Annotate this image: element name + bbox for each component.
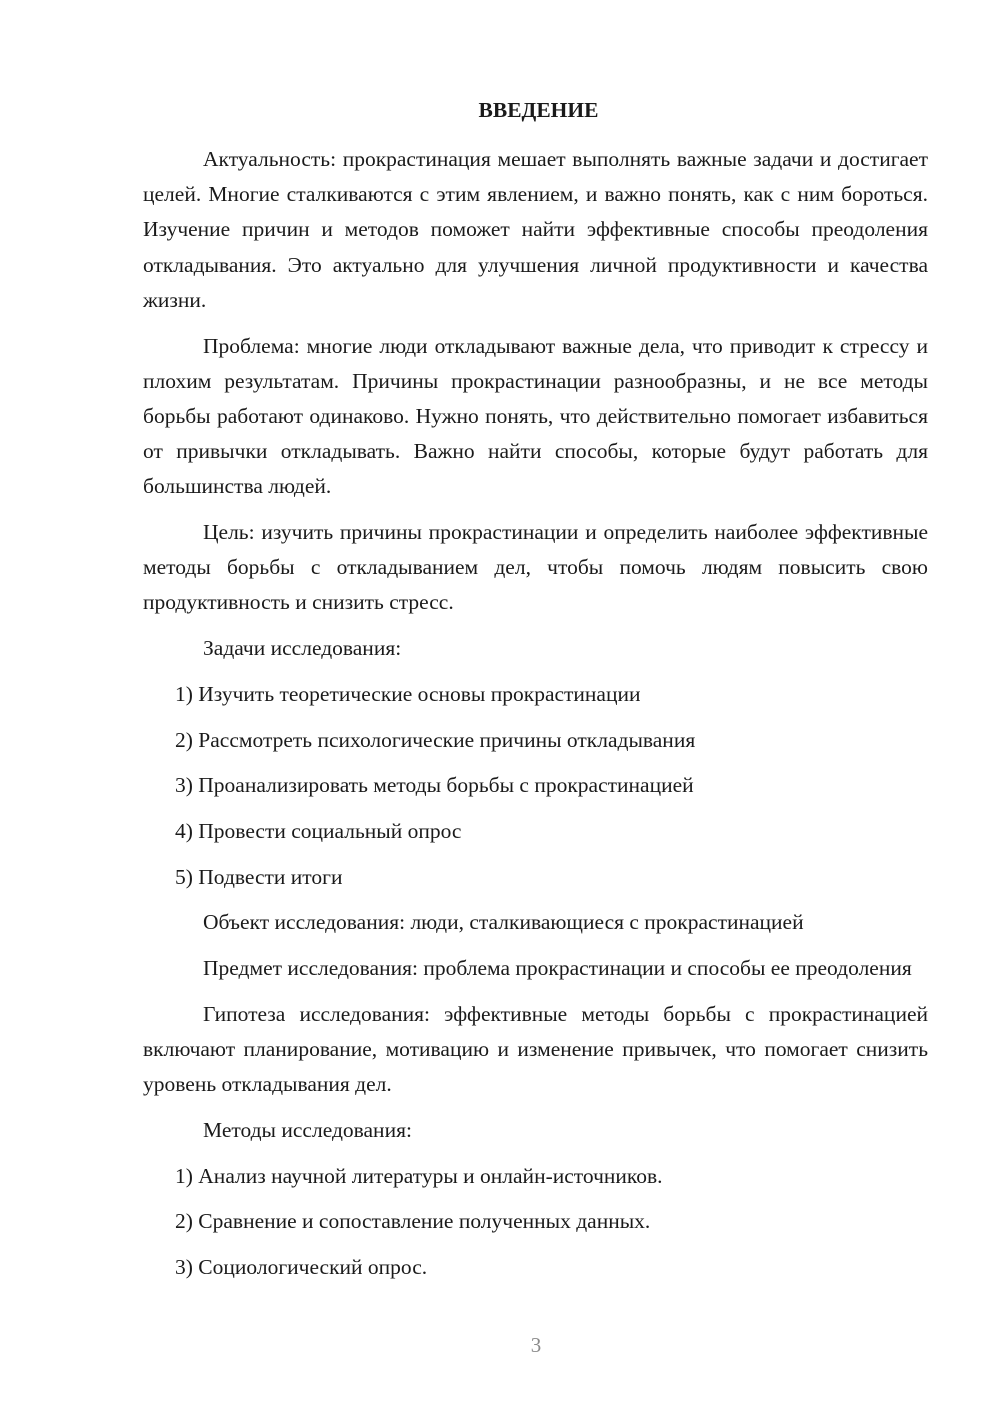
methods-list xyxy=(143,1159,928,1286)
tasks-heading: Задачи исследования: xyxy=(203,636,402,661)
list-item: 1) Изучить теоретические основы прокрастинации xyxy=(175,681,641,706)
problem-paragraph: Проблема: многие люди откладывают важные дела, что приводит к стрессу и плохим результатам. Причины прокрастинации разнообразны, и не все методы борьбы работают одинаково. Нужно понять, что действительно помогает избавиться от привычки откладывать. Важно найти способы, которые будут работать для большинства людей. xyxy=(143,333,928,499)
list-item: 4) Провести социальный опрос xyxy=(175,818,462,843)
list-item: 2) Рассмотреть психологические причины откладывания xyxy=(175,727,696,752)
relevance-paragraph: Актуальность: прокрастинация мешает выполнять важные задачи и достигает целей. Многие сталкиваются с этим явлением, и важно понять, как с ним бороться. Изучение причин и методов поможет найти эффективные способы преодоления откладывания. Это актуально для улучшения личной продуктивности и качества жизни. xyxy=(143,147,928,312)
object-paragraph: Объект исследования: люди, сталкивающиеся с прокрастинацией xyxy=(203,910,804,935)
list-item: 1) Анализ научной литературы и онлайн-источников. xyxy=(175,1163,663,1188)
page-title: ВВЕДЕНИЕ xyxy=(478,98,599,122)
list-item: 2) Сравнение и сопоставление полученных данных. xyxy=(175,1209,651,1234)
goal-paragraph: Цель: изучить причины прокрастинации и определить наиболее эффективные методы борьбы с откладыванием дел, чтобы помочь людям повысить свою продуктивность и снизить стресс. xyxy=(143,520,928,615)
hypothesis-paragraph: Гипотеза исследования: эффективные методы борьбы с прокрастинацией включают планирование, мотивацию и изменение привычек, что помогает снизить уровень откладывания дел. xyxy=(143,1001,928,1097)
page-number: 3 xyxy=(530,1333,542,1357)
list-item: 3) Проанализировать методы борьбы с прокрастинацией xyxy=(175,773,694,798)
tasks-list xyxy=(143,677,928,895)
methods-heading: Методы исследования: xyxy=(203,1117,412,1142)
list-item: 3) Социологический опрос. xyxy=(175,1254,428,1279)
subject-paragraph: Предмет исследования: проблема прокрастинации и способы ее преодоления xyxy=(203,956,912,981)
list-item: 5) Подвести итоги xyxy=(175,864,343,889)
